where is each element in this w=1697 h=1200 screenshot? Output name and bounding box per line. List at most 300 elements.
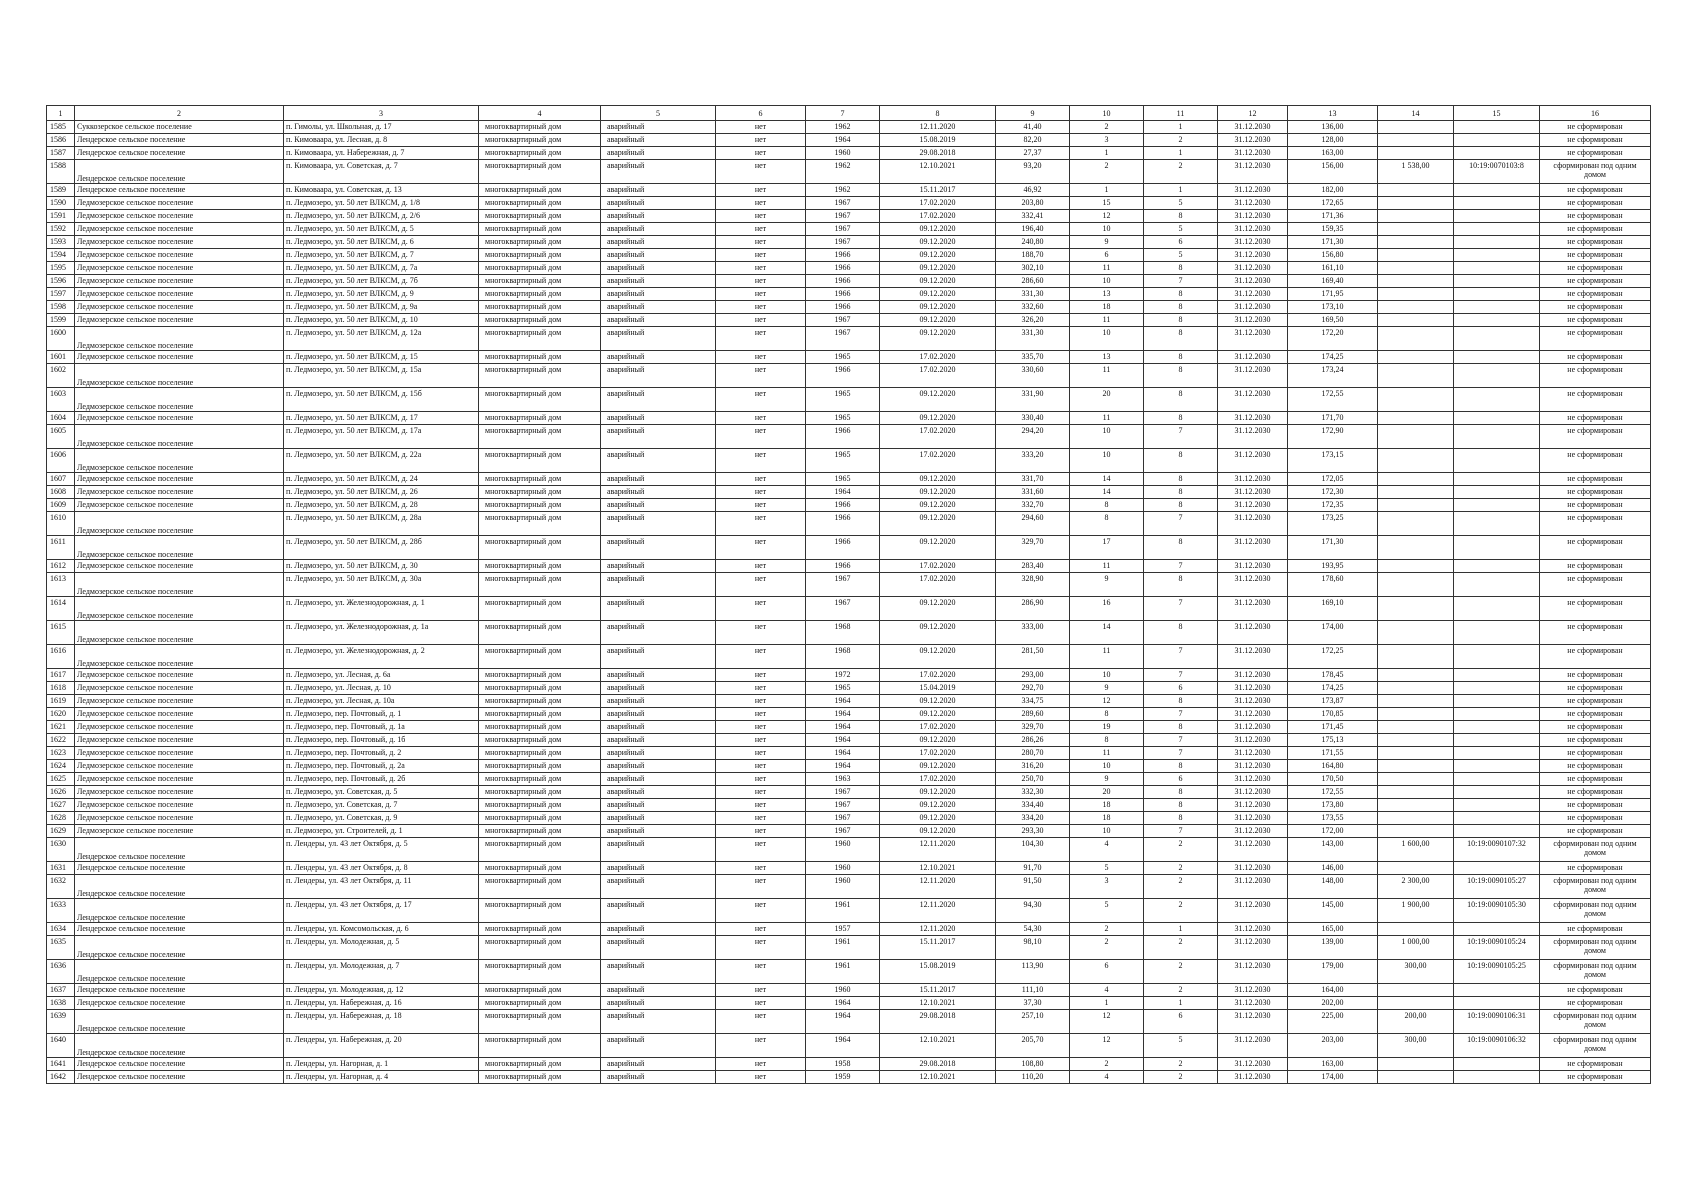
column-number-cell: 15 bbox=[1454, 106, 1540, 121]
table-cell: 31.12.2030 bbox=[1218, 721, 1288, 734]
table-cell bbox=[1378, 147, 1454, 160]
table-cell: 331,90 bbox=[996, 388, 1070, 412]
table-cell: 10:19:0090105:25 bbox=[1454, 960, 1540, 984]
column-number-cell: 16 bbox=[1540, 106, 1651, 121]
table-cell: нет bbox=[716, 875, 806, 899]
table-cell: нет bbox=[716, 747, 806, 760]
table-cell: 8 bbox=[1070, 499, 1144, 512]
table-cell bbox=[1378, 210, 1454, 223]
table-cell: п. Ледмозеро, ул. 50 лет ВЛКСМ, д. 12а bbox=[284, 327, 479, 351]
table-cell: нет bbox=[716, 121, 806, 134]
table-cell: многоквартирный дом bbox=[479, 210, 601, 223]
table-cell: 283,40 bbox=[996, 560, 1070, 573]
table-cell: аварийный bbox=[601, 773, 716, 786]
table-cell: Ледмозерское сельское поселение bbox=[75, 249, 284, 262]
table-cell: 163,00 bbox=[1288, 1058, 1378, 1071]
table-cell: 8 bbox=[1070, 708, 1144, 721]
table-cell: 10:19:0090105:27 bbox=[1454, 875, 1540, 899]
table-cell: 286,26 bbox=[996, 734, 1070, 747]
table-cell: 136,00 bbox=[1288, 121, 1378, 134]
table-cell: не сформирован bbox=[1540, 862, 1651, 875]
table-cell: 1962 bbox=[806, 121, 880, 134]
table-cell: аварийный bbox=[601, 449, 716, 473]
table-cell: 1961 bbox=[806, 936, 880, 960]
table-cell: аварийный bbox=[601, 597, 716, 621]
table-cell bbox=[1454, 288, 1540, 301]
table-cell: 1960 bbox=[806, 984, 880, 997]
table-cell: 1 600,00 bbox=[1378, 838, 1454, 862]
table-cell: 31.12.2030 bbox=[1218, 314, 1288, 327]
table-cell: 174,25 bbox=[1288, 351, 1378, 364]
table-cell: 8 bbox=[1144, 695, 1218, 708]
table-cell: 286,90 bbox=[996, 597, 1070, 621]
table-cell: 2 bbox=[1144, 984, 1218, 997]
table-cell: 6 bbox=[1144, 1010, 1218, 1034]
table-cell: 31.12.2030 bbox=[1218, 425, 1288, 449]
table-cell: многоквартирный дом bbox=[479, 695, 601, 708]
column-number-cell: 6 bbox=[716, 106, 806, 121]
table-cell: Ледмозерское сельское поселение bbox=[75, 412, 284, 425]
table-cell: 1967 bbox=[806, 236, 880, 249]
table-cell bbox=[1378, 573, 1454, 597]
table-cell: многоквартирный дом bbox=[479, 449, 601, 473]
table-cell: 1966 bbox=[806, 536, 880, 560]
table-cell bbox=[1378, 862, 1454, 875]
table-cell: нет bbox=[716, 695, 806, 708]
table-cell: 1634 bbox=[47, 923, 75, 936]
table-cell: 10 bbox=[1070, 669, 1144, 682]
table-cell: многоквартирный дом bbox=[479, 812, 601, 825]
table-cell: Ледмозерское сельское поселение bbox=[75, 669, 284, 682]
table-cell: 1627 bbox=[47, 799, 75, 812]
table-cell bbox=[1378, 236, 1454, 249]
table-cell: Ледмозерское сельское поселение bbox=[75, 734, 284, 747]
table-cell: нет bbox=[716, 275, 806, 288]
table-cell: нет bbox=[716, 721, 806, 734]
table-cell: многоквартирный дом bbox=[479, 747, 601, 760]
table-cell: 1587 bbox=[47, 147, 75, 160]
table-cell: 8 bbox=[1144, 812, 1218, 825]
table-row bbox=[47, 275, 1651, 288]
table-cell: 31.12.2030 bbox=[1218, 786, 1288, 799]
table-cell bbox=[1378, 327, 1454, 351]
table-cell: аварийный bbox=[601, 499, 716, 512]
table-cell: 1968 bbox=[806, 621, 880, 645]
table-cell: п. Лендеры, ул. Молодежная, д. 7 bbox=[284, 960, 479, 984]
table-cell: не сформирован bbox=[1540, 327, 1651, 351]
table-row bbox=[47, 695, 1651, 708]
table-cell: аварийный bbox=[601, 160, 716, 184]
table-cell: многоквартирный дом bbox=[479, 388, 601, 412]
table-cell: 178,45 bbox=[1288, 669, 1378, 682]
table-cell: 2 bbox=[1144, 838, 1218, 862]
table-cell: сформирован под одним домом bbox=[1540, 1034, 1651, 1058]
table-row bbox=[47, 147, 1651, 160]
table-cell: 12.11.2020 bbox=[880, 923, 996, 936]
table-cell: 333,00 bbox=[996, 621, 1070, 645]
table-cell: 281,50 bbox=[996, 645, 1070, 669]
table-cell: не сформирован bbox=[1540, 573, 1651, 597]
table-cell: 1964 bbox=[806, 747, 880, 760]
table-cell: 7 bbox=[1144, 747, 1218, 760]
table-cell: 1 bbox=[1070, 184, 1144, 197]
table-cell: Ледмозерское сельское поселение bbox=[75, 388, 284, 412]
table-cell: п. Лендеры, ул. Молодежная, д. 5 bbox=[284, 936, 479, 960]
table-row bbox=[47, 645, 1651, 669]
table-cell: 7 bbox=[1144, 275, 1218, 288]
table-cell: 1960 bbox=[806, 147, 880, 160]
table-cell bbox=[1378, 425, 1454, 449]
table-cell: аварийный bbox=[601, 621, 716, 645]
table-cell: 31.12.2030 bbox=[1218, 160, 1288, 184]
table-cell: многоквартирный дом bbox=[479, 960, 601, 984]
table-cell: 12.10.2021 bbox=[880, 160, 996, 184]
table-cell: п. Лендеры, ул. Набережная, д. 16 bbox=[284, 997, 479, 1010]
table-cell: многоквартирный дом bbox=[479, 899, 601, 923]
table-cell: п. Лендеры, ул. Комсомольская, д. 6 bbox=[284, 923, 479, 936]
table-cell: Ледмозерское сельское поселение bbox=[75, 236, 284, 249]
table-cell: 1616 bbox=[47, 645, 75, 669]
table-row bbox=[47, 560, 1651, 573]
table-cell: не сформирован bbox=[1540, 301, 1651, 314]
table-cell: 09.12.2020 bbox=[880, 249, 996, 262]
table-cell: 91,70 bbox=[996, 862, 1070, 875]
table-row bbox=[47, 747, 1651, 760]
table-cell: нет bbox=[716, 184, 806, 197]
table-cell: нет bbox=[716, 512, 806, 536]
table-cell: 1623 bbox=[47, 747, 75, 760]
table-cell: 5 bbox=[1070, 899, 1144, 923]
table-cell: 20 bbox=[1070, 786, 1144, 799]
table-cell: 1592 bbox=[47, 223, 75, 236]
table-cell: п. Ледмозеро, пер. Почтовый, д. 2 bbox=[284, 747, 479, 760]
table-cell: 1961 bbox=[806, 960, 880, 984]
table-cell: многоквартирный дом bbox=[479, 1058, 601, 1071]
table-cell: Ледмозерское сельское поселение bbox=[75, 351, 284, 364]
table-row bbox=[47, 499, 1651, 512]
table-cell: 148,00 bbox=[1288, 875, 1378, 899]
table-cell: не сформирован bbox=[1540, 812, 1651, 825]
table-cell: 37,30 bbox=[996, 997, 1070, 1010]
table-cell: п. Ледмозеро, ул. Железнодорожная, д. 1а bbox=[284, 621, 479, 645]
table-cell: 8 bbox=[1144, 486, 1218, 499]
table-cell: 31.12.2030 bbox=[1218, 1034, 1288, 1058]
table-cell: 196,40 bbox=[996, 223, 1070, 236]
table-cell bbox=[1454, 425, 1540, 449]
table-cell: 1964 bbox=[806, 721, 880, 734]
table-cell: не сформирован bbox=[1540, 695, 1651, 708]
column-number-cell: 2 bbox=[75, 106, 284, 121]
table-cell bbox=[1454, 499, 1540, 512]
table-cell: многоквартирный дом bbox=[479, 645, 601, 669]
table-cell: 330,40 bbox=[996, 412, 1070, 425]
table-cell: 31.12.2030 bbox=[1218, 760, 1288, 773]
table-cell: многоквартирный дом bbox=[479, 249, 601, 262]
table-cell: 09.12.2020 bbox=[880, 288, 996, 301]
column-number-cell: 11 bbox=[1144, 106, 1218, 121]
table-cell: п. Ледмозеро, ул. 50 лет ВЛКСМ, д. 7б bbox=[284, 275, 479, 288]
table-cell: 16 bbox=[1070, 597, 1144, 621]
table-cell bbox=[1454, 862, 1540, 875]
table-cell: 293,30 bbox=[996, 825, 1070, 838]
table-cell: п. Ледмозеро, ул. 50 лет ВЛКСМ, д. 17 bbox=[284, 412, 479, 425]
table-cell: 1965 bbox=[806, 473, 880, 486]
table-cell bbox=[1378, 134, 1454, 147]
table-cell: 1621 bbox=[47, 721, 75, 734]
table-cell bbox=[1378, 721, 1454, 734]
table-cell bbox=[1378, 773, 1454, 786]
table-cell: 289,60 bbox=[996, 708, 1070, 721]
table-cell bbox=[1454, 1071, 1540, 1084]
table-cell: 2 bbox=[1144, 1071, 1218, 1084]
table-cell: многоквартирный дом bbox=[479, 301, 601, 314]
table-cell: сформирован под одним домом bbox=[1540, 960, 1651, 984]
table-cell: нет bbox=[716, 645, 806, 669]
table-cell: аварийный bbox=[601, 388, 716, 412]
table-cell: 10 bbox=[1070, 825, 1144, 838]
table-cell: 1968 bbox=[806, 645, 880, 669]
table-cell: нет bbox=[716, 160, 806, 184]
table-cell: 10:19:0090105:24 bbox=[1454, 936, 1540, 960]
table-cell: п. Ледмозеро, ул. 50 лет ВЛКСМ, д. 15а bbox=[284, 364, 479, 388]
table-cell: 174,25 bbox=[1288, 682, 1378, 695]
table-cell: 331,60 bbox=[996, 486, 1070, 499]
table-cell: 1625 bbox=[47, 773, 75, 786]
table-cell: 31.12.2030 bbox=[1218, 573, 1288, 597]
table-cell: 12 bbox=[1070, 1034, 1144, 1058]
table-cell: 91,50 bbox=[996, 875, 1070, 899]
table-cell: 6 bbox=[1070, 960, 1144, 984]
table-cell: 331,30 bbox=[996, 288, 1070, 301]
table-cell: Ледмозерское сельское поселение bbox=[75, 327, 284, 351]
table-cell: не сформирован bbox=[1540, 669, 1651, 682]
table-cell: 175,13 bbox=[1288, 734, 1378, 747]
table-cell bbox=[1378, 812, 1454, 825]
table-cell: нет bbox=[716, 708, 806, 721]
table-cell: аварийный bbox=[601, 327, 716, 351]
table-cell: 3 bbox=[1070, 134, 1144, 147]
table-cell: Ледмозерское сельское поселение bbox=[75, 262, 284, 275]
table-cell: нет bbox=[716, 425, 806, 449]
table-cell: п. Ледмозеро, ул. Строителей, д. 1 bbox=[284, 825, 479, 838]
table-cell: 1607 bbox=[47, 473, 75, 486]
table-cell: 1631 bbox=[47, 862, 75, 875]
table-cell: многоквартирный дом bbox=[479, 134, 601, 147]
table-cell: 12.10.2021 bbox=[880, 862, 996, 875]
table-cell: 8 bbox=[1144, 288, 1218, 301]
table-cell: 12.11.2020 bbox=[880, 121, 996, 134]
table-cell: 8 bbox=[1144, 314, 1218, 327]
table-cell: п. Кимоваара, ул. Советская, д. 13 bbox=[284, 184, 479, 197]
table-cell: п. Лендеры, ул. 43 лет Октября, д. 5 bbox=[284, 838, 479, 862]
table-cell: 173,80 bbox=[1288, 799, 1378, 812]
table-cell: нет bbox=[716, 223, 806, 236]
table-cell: Ледмозерское сельское поселение bbox=[75, 621, 284, 645]
table-cell: аварийный bbox=[601, 197, 716, 210]
table-cell: 203,00 bbox=[1288, 1034, 1378, 1058]
table-cell bbox=[1454, 573, 1540, 597]
table-cell: 113,90 bbox=[996, 960, 1070, 984]
table-cell: аварийный bbox=[601, 899, 716, 923]
table-cell: многоквартирный дом bbox=[479, 1010, 601, 1034]
table-cell bbox=[1378, 536, 1454, 560]
table-cell: Ледмозерское сельское поселение bbox=[75, 275, 284, 288]
table-cell: 31.12.2030 bbox=[1218, 899, 1288, 923]
table-cell bbox=[1454, 984, 1540, 997]
table-cell: 31.12.2030 bbox=[1218, 364, 1288, 388]
table-cell: 18 bbox=[1070, 812, 1144, 825]
table-row bbox=[47, 997, 1651, 1010]
table-row bbox=[47, 812, 1651, 825]
table-cell: 1638 bbox=[47, 997, 75, 1010]
table-cell bbox=[1454, 799, 1540, 812]
table-cell: 1588 bbox=[47, 160, 75, 184]
table-cell: не сформирован bbox=[1540, 314, 1651, 327]
table-cell: 09.12.2020 bbox=[880, 786, 996, 799]
table-cell bbox=[1378, 288, 1454, 301]
table-cell: 10 bbox=[1070, 327, 1144, 351]
table-cell: 1605 bbox=[47, 425, 75, 449]
table-cell: аварийный bbox=[601, 721, 716, 734]
table-cell bbox=[1454, 923, 1540, 936]
table-cell: 14 bbox=[1070, 621, 1144, 645]
table-cell bbox=[1454, 708, 1540, 721]
table-cell: 7 bbox=[1144, 425, 1218, 449]
table-cell: 1629 bbox=[47, 825, 75, 838]
table-row bbox=[47, 773, 1651, 786]
housing-register-table bbox=[46, 105, 1651, 1084]
table-cell: 15.11.2017 bbox=[880, 936, 996, 960]
table-cell: 31.12.2030 bbox=[1218, 301, 1288, 314]
table-cell: 173,87 bbox=[1288, 695, 1378, 708]
table-cell: Ледмозерское сельское поселение bbox=[75, 473, 284, 486]
table-cell: 1964 bbox=[806, 708, 880, 721]
table-cell: нет bbox=[716, 936, 806, 960]
table-cell: 18 bbox=[1070, 799, 1144, 812]
table-cell: п. Ледмозеро, ул. Советская, д. 7 bbox=[284, 799, 479, 812]
table-cell: не сформирован bbox=[1540, 473, 1651, 486]
table-cell: Ледмозерское сельское поселение bbox=[75, 708, 284, 721]
table-cell: многоквартирный дом bbox=[479, 936, 601, 960]
table-cell: Ледмозерское сельское поселение bbox=[75, 197, 284, 210]
table-cell: п. Лендеры, ул. 43 лет Октября, д. 11 bbox=[284, 875, 479, 899]
table-cell: 11 bbox=[1070, 262, 1144, 275]
table-cell bbox=[1454, 621, 1540, 645]
table-cell: многоквартирный дом bbox=[479, 412, 601, 425]
table-cell: многоквартирный дом bbox=[479, 597, 601, 621]
table-cell: 31.12.2030 bbox=[1218, 773, 1288, 786]
table-cell: 1 bbox=[1144, 184, 1218, 197]
table-row bbox=[47, 412, 1651, 425]
table-cell: 1959 bbox=[806, 1071, 880, 1084]
table-cell: 8 bbox=[1070, 734, 1144, 747]
table-cell bbox=[1378, 473, 1454, 486]
table-cell: 1960 bbox=[806, 862, 880, 875]
table-cell: 17.02.2020 bbox=[880, 573, 996, 597]
table-cell bbox=[1454, 364, 1540, 388]
table-cell: 8 bbox=[1144, 210, 1218, 223]
table-cell: 4 bbox=[1070, 984, 1144, 997]
table-cell: многоквартирный дом bbox=[479, 773, 601, 786]
table-cell: нет bbox=[716, 669, 806, 682]
table-cell: 164,80 bbox=[1288, 760, 1378, 773]
table-cell: аварийный bbox=[601, 695, 716, 708]
table-cell: п. Кимоваара, ул. Лесная, д. 8 bbox=[284, 134, 479, 147]
table-cell: п. Ледмозеро, ул. 50 лет ВЛКСМ, д. 17а bbox=[284, 425, 479, 449]
table-cell: аварийный bbox=[601, 364, 716, 388]
table-cell: не сформирован bbox=[1540, 825, 1651, 838]
table-cell: сформирован под одним домом bbox=[1540, 875, 1651, 899]
table-cell: 1963 bbox=[806, 773, 880, 786]
table-cell: Лендерское сельское поселение bbox=[75, 997, 284, 1010]
table-cell: 1639 bbox=[47, 1010, 75, 1034]
table-cell: 2 bbox=[1144, 936, 1218, 960]
table-row bbox=[47, 121, 1651, 134]
table-cell: 174,00 bbox=[1288, 621, 1378, 645]
table-cell: не сформирован bbox=[1540, 721, 1651, 734]
table-cell: 17.02.2020 bbox=[880, 721, 996, 734]
table-cell bbox=[1454, 536, 1540, 560]
table-cell bbox=[1378, 412, 1454, 425]
column-number-row bbox=[47, 106, 1651, 121]
table-cell: 1604 bbox=[47, 412, 75, 425]
table-cell: нет bbox=[716, 1034, 806, 1058]
table-cell: многоквартирный дом bbox=[479, 536, 601, 560]
table-cell: сформирован под одним домом bbox=[1540, 899, 1651, 923]
table-cell: 1626 bbox=[47, 786, 75, 799]
table-row bbox=[47, 210, 1651, 223]
table-cell: Лендерское сельское поселение bbox=[75, 936, 284, 960]
table-cell: аварийный bbox=[601, 838, 716, 862]
table-cell bbox=[1454, 351, 1540, 364]
table-cell: аварийный bbox=[601, 786, 716, 799]
table-cell: 14 bbox=[1070, 473, 1144, 486]
table-cell: 1 bbox=[1144, 121, 1218, 134]
table-cell: п. Ледмозеро, ул. 50 лет ВЛКСМ, д. 24 bbox=[284, 473, 479, 486]
table-cell: 31.12.2030 bbox=[1218, 923, 1288, 936]
table-cell: 1606 bbox=[47, 449, 75, 473]
table-row bbox=[47, 760, 1651, 773]
table-cell: 09.12.2020 bbox=[880, 499, 996, 512]
table-cell bbox=[1378, 499, 1454, 512]
table-cell bbox=[1378, 621, 1454, 645]
table-cell: 31.12.2030 bbox=[1218, 812, 1288, 825]
table-cell: многоквартирный дом bbox=[479, 184, 601, 197]
table-cell: многоквартирный дом bbox=[479, 1071, 601, 1084]
table-row bbox=[47, 262, 1651, 275]
table-cell: 1630 bbox=[47, 838, 75, 862]
table-cell: аварийный bbox=[601, 184, 716, 197]
table-row bbox=[47, 862, 1651, 875]
table-cell bbox=[1378, 197, 1454, 210]
table-row bbox=[47, 984, 1651, 997]
table-cell: нет bbox=[716, 249, 806, 262]
table-cell: 2 bbox=[1070, 1058, 1144, 1071]
table-cell: многоквартирный дом bbox=[479, 669, 601, 682]
table-cell: 13 bbox=[1070, 288, 1144, 301]
table-cell bbox=[1378, 388, 1454, 412]
table-cell: 173,15 bbox=[1288, 449, 1378, 473]
table-cell: 93,20 bbox=[996, 160, 1070, 184]
table-cell: 1 900,00 bbox=[1378, 899, 1454, 923]
table-cell: 111,10 bbox=[996, 984, 1070, 997]
table-cell: Ледмозерское сельское поселение bbox=[75, 512, 284, 536]
table-cell: 139,00 bbox=[1288, 936, 1378, 960]
table-cell: 31.12.2030 bbox=[1218, 862, 1288, 875]
table-cell: 19 bbox=[1070, 721, 1144, 734]
table-cell: 31.12.2030 bbox=[1218, 249, 1288, 262]
table-row bbox=[47, 197, 1651, 210]
